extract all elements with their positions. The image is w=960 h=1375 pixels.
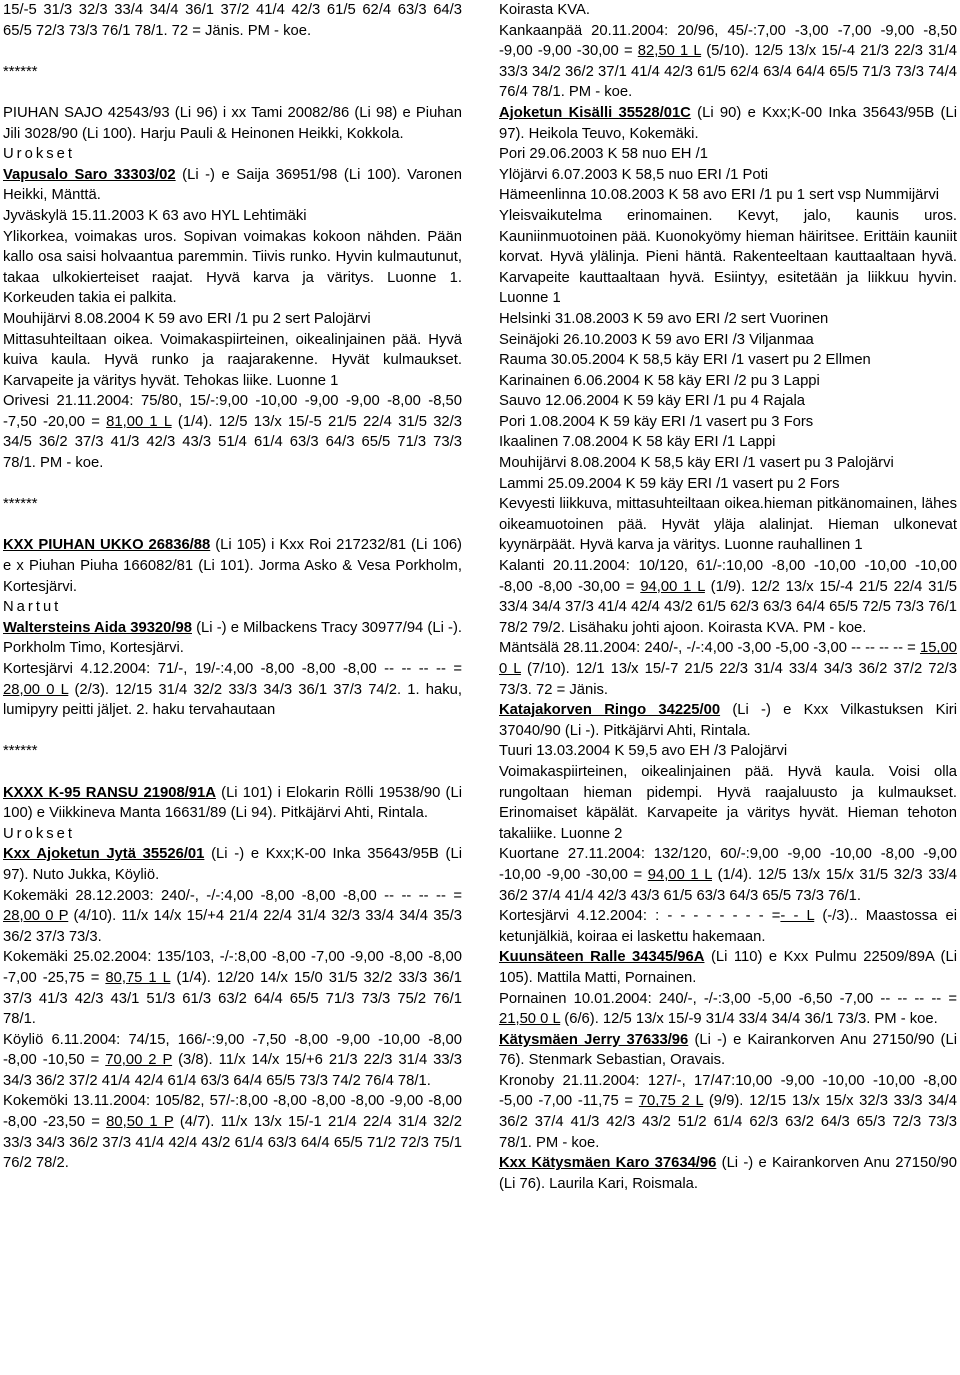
text-paragraph xyxy=(3,165,462,206)
text-paragraph xyxy=(499,906,957,947)
score-result: 15,00 0 L xyxy=(499,640,957,677)
text-run: Köyliö 6.11.2004: 74/15, 166/-:9,00 -7,50 -8,00 -9,00 -10,00 -8,00 -8,00 -10,50 = xyxy=(3,1031,462,1069)
dog-name-heading: Vapusalo Saro 33303/02 xyxy=(3,166,176,183)
text-paragraph: Ikaalinen 7.08.2004 K 58 käy ERI /1 Lappi xyxy=(499,434,776,451)
dog-name-heading: Kuunsäteen Ralle 34345/96A xyxy=(499,949,705,966)
text-paragraph: 15/-5 31/3 32/3 33/4 34/4 36/1 37/2 41/4 42/3 61/5 62/4 63/3 64/3 65/5 72/3 73/3 76/1 78/1. 72 = Jänis. PM - koe. xyxy=(3,2,462,39)
score-result: 70,75 2 L xyxy=(638,1093,704,1110)
text-run: (6/6). 12/5 13/x 15/-9 31/4 33/4 34/4 36/1 73/3. PM - koe. xyxy=(560,1011,938,1028)
text-run: (Li -) e Kxx Vilkastuksen Kiri 37040/90 (Li -). Pitkäjärvi Ahti, Rintala. xyxy=(499,702,957,739)
text-run: (7/10). 12/1 13/x 15/-7 21/5 22/3 31/4 33/4 34/3 36/2 37/2 72/3 73/3. 72 = Jänis. xyxy=(499,661,957,698)
text-run: (4/7). 11/x 13/x 15/-1 21/4 22/4 31/4 32/2 33/3 34/3 36/2 37/3 41/4 42/4 43/2 61/4 63/3 64/4 65/5 71/2 72/3 75/1 76/2 78/2. xyxy=(3,1114,462,1172)
score-result: 80,50 1 P xyxy=(106,1114,174,1131)
text-paragraph: Kevyesti liikkuva, mittasuhteiltaan oikea.hieman pitkänomainen, lähes oikeamuotoinen pää. Hyvät yläja alalinjat. Hieman ulkonevat kyynärpäät. Hyvä karva ja väritys. Luonne rauhallinen 1 xyxy=(499,496,957,554)
text-paragraph xyxy=(3,783,462,824)
dog-name-heading: Kxx Kätysmäen Karo 37634/96 xyxy=(499,1155,717,1172)
text-run: (4/10). 11/x 14/x 15/+4 21/4 22/4 31/4 32/3 33/4 34/4 35/3 36/2 37/3 73/3. xyxy=(3,908,462,945)
text-paragraph: Rauma 30.05.2004 K 58,5 käy ERI /1 vasert pu 2 Ellmen xyxy=(499,352,871,369)
left-column xyxy=(3,0,462,1174)
score-result: 70,00 2 P xyxy=(105,1052,173,1069)
text-paragraph: Sauvo 12.06.2004 K 59 käy ERI /1 pu 4 Rajala xyxy=(499,393,806,410)
text-paragraph: Mouhijärvi 8.08.2004 K 59 avo ERI /1 pu 2 sert Palojärvi xyxy=(3,310,371,327)
text-paragraph xyxy=(3,391,462,473)
text-run: (Li -) e Kxx;K-00 Inka 35643/95B (Li 97). Nuto Jukka, Köyliö. xyxy=(3,846,462,883)
text-paragraph xyxy=(499,700,957,741)
text-paragraph xyxy=(3,618,462,659)
dog-name-heading: Waltersteins Aida 39320/98 xyxy=(3,619,192,636)
text-run: (1/4). 12/5 13/x 15/-5 21/5 22/4 31/5 32/3 34/5 36/2 37/3 41/3 42/3 43/3 51/4 61/4 63/3 64/3 65/5 71/3 73/3 78/1. PM - koe. xyxy=(3,413,462,472)
paragraph-gap xyxy=(3,721,462,742)
text-run: Kokemäki 25.02.2004: 135/103, -/-:8,00 -8,00 -7,00 -9,00 -8,00 -8,00 -7,00 -25,75 = xyxy=(3,949,462,986)
text-run: Pornainen 10.01.2004: 240/-, -/-:3,00 -5,00 -6,50 -7,00 -- -- -- -- = xyxy=(499,990,957,1007)
score-result: 28,00 0 P xyxy=(3,908,69,925)
text-run: (1/9). 12/2 13/x 15/-4 21/5 22/4 31/5 33/4 34/4 37/3 41/4 42/4 43/2 61/5 62/3 63/3 64/4 65/5 72/5 73/3 76/1 78/2 79/2. Lisähaku johti ajoon. Koirasta KVA. PM - koe. xyxy=(499,578,957,636)
text-paragraph: Voimakaspiirteinen, oikealinjainen pää. Hyvä kaula. Voisi olla rungoltaan hieman pidempi. Hyvä raajaluusto ja kulmaukset. Erinomaiset käpälät. Karvapeite ja väritys hyvät. Hieman tehoton takaliike. Luonne 2 xyxy=(499,763,957,842)
text-run: Mäntsälä 28.11.2004: 240/-, -/-:4,00 -3,00 -5,00 -3,00 -- -- -- -- = xyxy=(499,640,920,657)
right-column xyxy=(499,0,957,1194)
text-run: (9/9). 12/15 13/x 15/x 32/3 33/3 34/4 36/2 37/4 41/3 42/3 43/2 51/2 61/4 62/3 63/2 64/3 65/3 72/3 73/3 78/1. PM - koe. xyxy=(499,1093,957,1151)
text-paragraph xyxy=(3,1030,462,1092)
paragraph-gap xyxy=(3,474,462,495)
text-paragraph: Mouhijärvi 8.08.2004 K 58,5 käy ERI /1 vasert pu 3 Palojärvi xyxy=(499,455,894,472)
text-paragraph xyxy=(499,947,957,988)
score-result: 94,00 1 L xyxy=(640,578,705,595)
text-paragraph xyxy=(499,556,957,638)
score-result: 21,50 0 L xyxy=(499,1011,561,1028)
text-run: Kalanti 20.11.2004: 10/120, 61/-:10,00 -8,00 -10,00 -10,00 -10,00 -8,00 -8,00 -30,00 = xyxy=(499,558,957,595)
dog-name-heading: Ajoketun Kisälli 35528/01C xyxy=(499,104,691,121)
text-paragraph xyxy=(3,947,462,1029)
text-run: (Li -) e Saija 36951/98 (Li 100). Varonen Heikki, Mänttä. xyxy=(3,166,462,204)
dog-name-heading: KXXX K-95 RANSU 21908/91A xyxy=(3,784,216,801)
text-paragraph xyxy=(499,844,957,906)
text-run: Kokemäki 28.12.2003: 240/-, -/-:4,00 -8,00 -8,00 -8,00 -- -- -- -- = xyxy=(3,887,462,904)
text-run: (3/8). 11/x 14/x 15/+6 21/3 22/3 31/4 33/3 34/3 36/2 37/2 41/4 42/4 61/4 63/3 64/4 65/5 73/3 74/2 76/4 78/1. xyxy=(3,1052,462,1089)
text-paragraph xyxy=(3,535,462,597)
text-run: Kronoby 21.11.2004: 127/-, 17/47:10,00 -9,00 -10,00 -10,00 -8,00 -5,00 -7,00 -11,75 = xyxy=(499,1072,957,1110)
text-paragraph xyxy=(3,659,462,721)
dog-name-heading: Katajakorven Ringo 34225/00 xyxy=(499,702,721,719)
text-run: (1/4). 12/5 13/x 15/x 31/5 32/3 33/4 36/2 37/4 41/4 42/3 43/3 61/5 63/3 64/3 65/5 73/3 76/1. xyxy=(499,866,957,904)
text-paragraph xyxy=(499,1030,957,1071)
text-paragraph xyxy=(499,1071,957,1153)
text-run: Kokemöki 13.11.2004: 105/82, 57/-:8,00 -8,00 -8,00 -8,00 -9,00 -8,00 -8,00 -23,50 = xyxy=(3,1093,462,1131)
text-run: (Li -) e Kairankorven Anu 27150/90 (Li 76). Stenmark Sebastian, Oravais. xyxy=(499,1031,957,1069)
text-paragraph: Pori 29.06.2003 K 58 nuo EH /1 xyxy=(499,146,708,163)
text-paragraph: Tuuri 13.03.2004 K 59,5 avo EH /3 Palojärvi xyxy=(499,743,788,760)
score-result: 81,00 1 L xyxy=(106,413,172,430)
text-paragraph xyxy=(499,21,957,103)
text-run: (Li 105) i Kxx Roi 217232/81 (Li 106) e x Piuhan Piuha 166082/81 (Li 101). Jorma Asko & Vesa Porkholm, Kortesjärvi. xyxy=(3,537,462,595)
text-run: (5/10). 12/5 13/x 15/-4 21/3 22/3 31/4 33/3 34/2 36/2 37/1 41/4 42/3 61/5 62/4 63/4 64/4 65/5 71/3 73/3 74/4 76/4 78/1. PM - koe. xyxy=(499,43,957,101)
text-paragraph: Ylikorkea, voimakas uros. Sopivan voimakas kokoon nähden. Pään kallo osa saisi holvaantua paremmin. Tiivis runko. Hyvin kulmautunut, takaa ulkokierteiset raajat. Hyvä karva ja väritys. Luonne 1. Korkeuden takia ei palkita. xyxy=(3,228,462,307)
text-paragraph: Jyväskylä 15.11.2003 K 63 avo HYL Lehtimäki xyxy=(3,207,307,224)
text-paragraph xyxy=(3,103,462,144)
paragraph-gap xyxy=(3,515,462,536)
section-label: Urokset xyxy=(3,825,75,842)
text-paragraph: Koirasta KVA. xyxy=(499,2,591,18)
text-paragraph xyxy=(3,1091,462,1173)
text-run: Orivesi 21.11.2004: 75/80, 15/-:9,00 -10,00 -9,00 -9,00 -8,00 -8,50 -7,50 -20,00 = xyxy=(3,393,462,430)
text-paragraph: ****** xyxy=(3,743,38,760)
text-run: Kortesjärvi 4.12.2004: : - - - - - - - - = xyxy=(499,908,781,925)
paragraph-gap xyxy=(3,41,462,62)
text-run: (-/3).. Maastossa ei ketunjälkiä, koiraa ei laskettu hakemaan. xyxy=(499,908,957,945)
score-result: 28,00 0 L xyxy=(3,681,69,698)
text-paragraph: ****** xyxy=(3,63,38,80)
score-result: 82,50 1 L xyxy=(637,43,702,60)
text-paragraph: Lammi 25.09.2004 K 59 käy ERI /1 vasert pu 2 Fors xyxy=(499,475,840,492)
text-run: (Li 101) i Elokarin Rölli 19538/90 (Li 100) e Viikkineva Manta 16631/89 (Li 94). Pitkäjärvi Ahti, Rintala. xyxy=(3,784,462,822)
dog-name-heading: KXX PIUHAN UKKO 26836/88 xyxy=(3,537,211,554)
text-paragraph: Seinäjoki 26.10.2003 K 59 avo ERI /3 Viljanmaa xyxy=(499,331,814,348)
text-run: Kuortane 27.11.2004: 132/120, 60/-:9,00 -9,00 -10,00 -8,00 -9,00 -10,00 -9,00 -30,00 = xyxy=(499,846,957,883)
score-result: 94,00 1 L xyxy=(647,866,712,883)
text-paragraph: ****** xyxy=(3,496,38,513)
score-result: 80,75 1 L xyxy=(105,969,171,986)
text-paragraph: Hämeenlinna 10.08.2003 K 58 avo ERI /1 pu 1 sert vsp Nummijärvi xyxy=(499,187,940,204)
text-paragraph: Helsinki 31.08.2003 K 59 avo ERI /2 sert Vuorinen xyxy=(499,310,829,327)
dog-name-heading: Kxx Ajoketun Jytä 35526/01 xyxy=(3,846,205,863)
text-paragraph xyxy=(499,103,957,144)
dog-name-heading: Kätysmäen Jerry 37633/96 xyxy=(499,1031,689,1048)
text-paragraph: Pori 1.08.2004 K 59 käy ERI /1 vasert pu 3 Fors xyxy=(499,413,814,430)
text-paragraph: Mittasuhteiltaan oikea. Voimakaspiirteinen, oikealinjainen pää. Hyvä kuiva kaula. Hyvä runko ja raajarakenne. Hyvät kulmaukset. Karvapeite ja väritys hyvät. Tehokas liike. Luonne 1 xyxy=(3,331,462,389)
text-paragraph xyxy=(499,1153,957,1194)
text-run: PIUHAN SAJO 42543/93 (Li 96) i xx Tami 20082/86 (Li 98) e Piuhan Jili 3028/90 (Li 100). Harju Pauli & Heinonen Heikki, Kokkola. xyxy=(3,104,462,142)
section-label: Urokset xyxy=(3,146,75,163)
text-run: (Li 110) e Kxx Pulmu 22509/89A (Li 105). Mattila Matti, Pornainen. xyxy=(499,949,957,986)
text-run: (Li 90) e Kxx;K-00 Inka 35643/95B (Li 97). Heikola Teuvo, Kokemäki. xyxy=(499,104,957,142)
text-run: Kortesjärvi 4.12.2004: 71/-, 19/-:4,00 -8,00 -8,00 -8,00 -- -- -- -- = xyxy=(3,661,462,677)
score-result: - - L xyxy=(780,908,815,925)
text-paragraph: Karinainen 6.06.2004 K 58 käy ERI /2 pu 3 Lappi xyxy=(499,372,820,389)
text-paragraph xyxy=(499,638,957,700)
text-paragraph: Yleisvaikutelma erinomainen. Kevyt, jalo, kaunis uros. Kauniinmuotoinen pää. Kuonokyömy hieman häiritsee. Erittäin kauniit korvat. Hyvä ylälinja. Pieni häntä. Rakenteeltaan kauttaaltaan hyvä. Karvapeite kauttaaltaan hyvä. Esiintyy, esitetään ja liikkuu hyvin. Luonne 1 xyxy=(499,207,957,307)
text-run: Kankaanpää 20.11.2004: 20/96, 45/-:7,00 -3,00 -7,00 -9,00 -8,50 -9,00 -9,00 -30,00 = xyxy=(499,22,957,60)
text-paragraph xyxy=(3,886,462,948)
text-paragraph: Ylöjärvi 6.07.2003 K 58,5 nuo ERI /1 Poti xyxy=(499,166,768,183)
text-run: (Li -) e Kairankorven Anu 27150/90 (Li 76). Laurila Kari, Roismala. xyxy=(499,1155,957,1192)
text-run: (2/3). 12/15 31/4 32/2 33/3 34/3 36/1 37/3 74/2. 1. haku, lumipyry peitti jäljet. 2. haku tervahautaan xyxy=(3,681,462,719)
paragraph-gap xyxy=(3,82,462,103)
text-paragraph xyxy=(3,844,462,885)
text-run: (Li -) e Milbackens Tracy 30977/94 (Li -). Porkholm Timo, Kortesjärvi. xyxy=(3,619,462,657)
section-label: Nartut xyxy=(3,599,62,616)
text-paragraph xyxy=(499,989,957,1030)
paragraph-gap xyxy=(3,762,462,783)
text-run: (1/4). 12/20 14/x 15/0 31/5 32/2 33/3 36/1 37/3 41/3 42/3 43/1 51/3 61/3 63/2 64/4 65/5 71/3 73/3 75/2 76/1 78/1. xyxy=(3,969,462,1028)
